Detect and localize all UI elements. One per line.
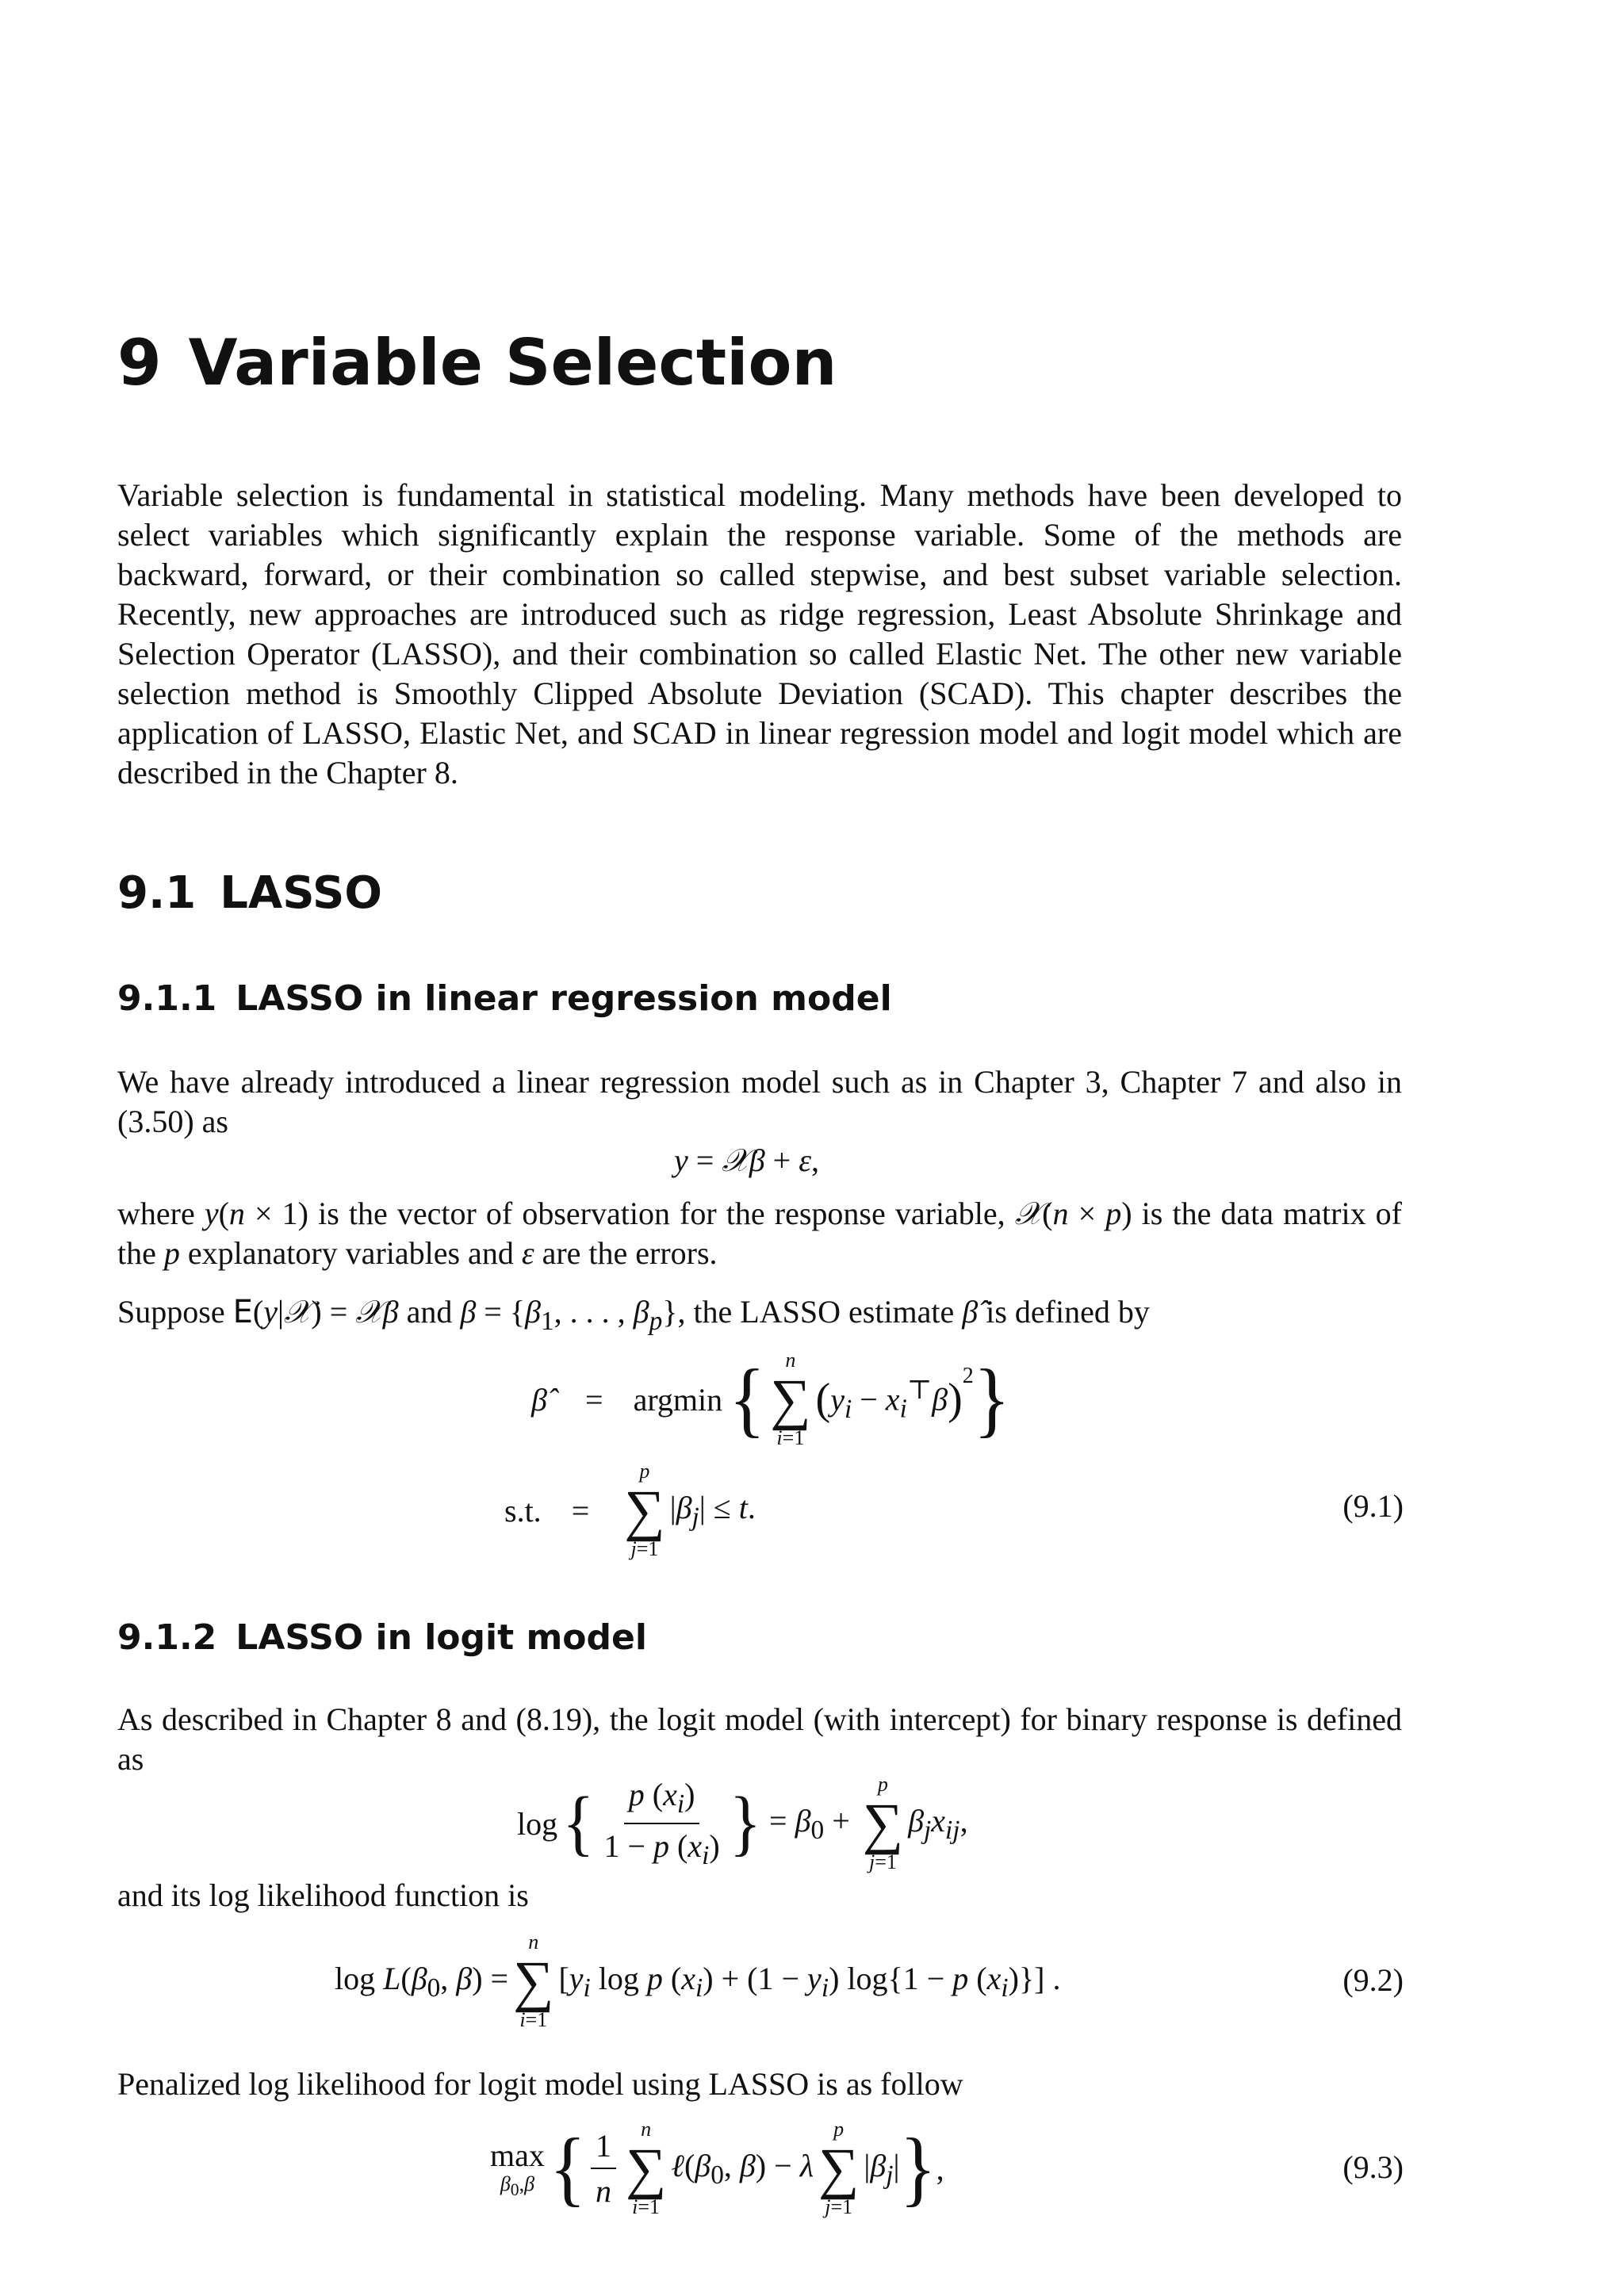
chapter-number: 9 [117, 326, 162, 400]
equation-linear-model: y = 𝒳β + ε, [674, 1142, 819, 1178]
intro-text: Variable selection is fundamental in statistical modeling. Many methods have been developed to select variables which significantly explain the response variable. Some of the methods are backward, forward, or their combination so called stepwise, and best subset variable selection. Recently, new approaches are introduced such as ridge regression, Least Absolute Shrinkage and Selection Operator (LASSO), and their combination so called Elastic Net. The other new variable selection method is Smoothly Clipped Absolute Deviation (SCAD). This chapter describes the application of LASSO, Elastic Net, and SCAD in linear regression model and logit model which are described in the Chapter 8. [117, 477, 1402, 790]
paragraph-suppose: Suppose E(y|𝒳) = 𝒳β and $\beta = \{\beta_1$, . . . , $\beta_p$}, the LASSO estimate β̂ is defined by [117, 1294, 1150, 1336]
paragraph-logit-model: As described in Chapter 8 and (8.19), the logit model (with intercept) for binary response is defined as [117, 1701, 1402, 1777]
paragraph-log-likelihood: and its log likelihood function is [117, 1877, 529, 1913]
equation-9-1-constraint: s.t. = p ∑ j=1 $|\beta_j| \le t$. [504, 1460, 756, 1560]
paragraph-linear-model: We have already introduced a linear regression model such as in Chapter 3, Chapter 7 and also in (3.50) as [117, 1064, 1402, 1139]
equation-number-9-3: (9.3) [1342, 2149, 1404, 2185]
chapter-title-text: Variable Selection [188, 326, 837, 400]
equation-number-9-1: (9.1) [1342, 1488, 1404, 1524]
paragraph-penalized: Penalized log likelihood for logit model using LASSO is as follow [117, 2066, 963, 2102]
chapter-title [117, 325, 837, 401]
equation-9-2: $\log L(\beta_0$, β) = n ∑ i=1 [$y_i$ log p $(x_i) + (1 - y_i) \log\{1 - p$ $(x_i)$}] . [335, 1931, 1061, 2031]
subsection-heading-9-1-2: 9.1.2 LASSO in logit model [117, 1617, 647, 1658]
equation-number-9-2: (9.2) [1342, 1962, 1404, 1998]
intro-paragraph [117, 476, 1402, 793]
equation-9-1-argmin: β̂ = argmin { n ∑ i=1 ( $y_i - x_i^⊤\beta$ ) $^2$ } [531, 1349, 1010, 1449]
equation-9-3: max $\beta_0,\beta$ { $\frac{1}{n}$ n ∑ i=1 $\ell(\beta_0$, β) − λ p ∑ j=1 $|\beta_j|$ } , [490, 2118, 944, 2218]
paragraph-where: where y(n × 1) is the vector of observation for the response variable, 𝒳(n × p) is the data matrix of the p explanatory variables and ε are the errors. [117, 1196, 1402, 1271]
subsection-heading-9-1-1: 9.1.1 LASSO in linear regression model [117, 978, 892, 1019]
equation-logit: log { $\frac{p (x_i)}{1 - p (x_i)}$ } = $\beta_0$ + p ∑ j=1 $\beta_jx_{ij}$, [517, 1773, 968, 1873]
section-heading-9-1: 9.1 LASSO [117, 867, 382, 919]
